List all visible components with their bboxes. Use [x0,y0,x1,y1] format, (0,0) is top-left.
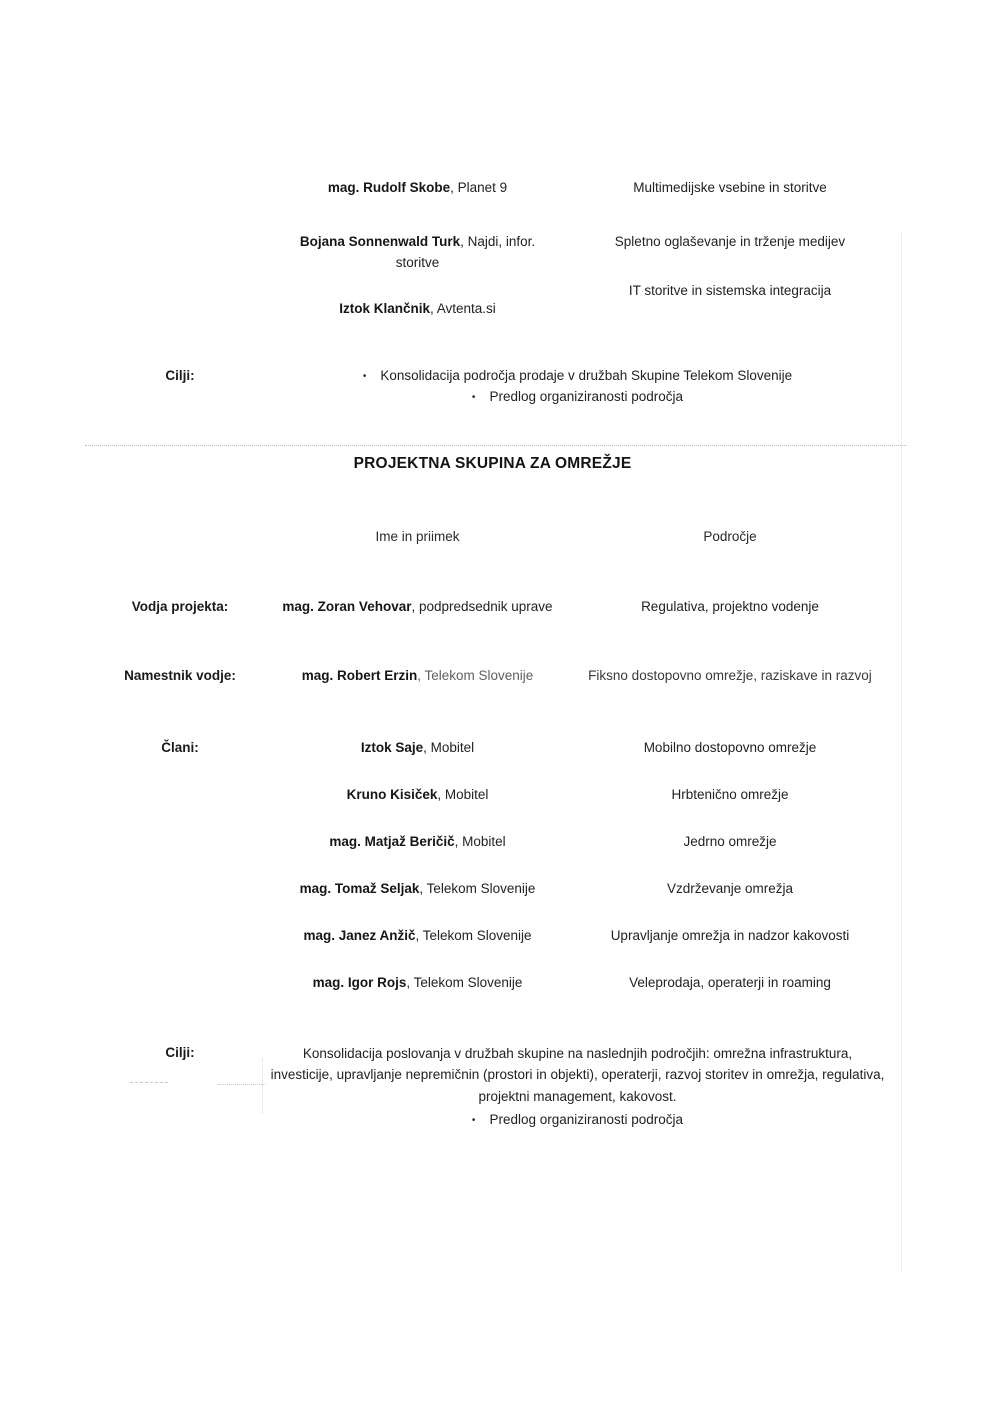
leader-name: mag. Zoran Vehovar [282,599,412,615]
leader-label: Vodja projekta: [131,599,229,615]
member-affiliation: , Telekom Slovenije [406,974,523,990]
leader-row [95,597,890,618]
goals-section-2 [95,1043,890,1131]
member-area: Vzdrževanje omrežja [666,881,794,897]
member-name: mag. Tomaž Seljak [299,881,420,897]
bullet-icon: • [471,391,476,403]
member-name-cell [265,926,570,947]
header-area-column: Področje [703,528,757,544]
goals-paragraph: Konsolidacija poslovanja v družbah skupine na naslednjih področjih: omrežna infrastruktura, investicije, upravljanje nepremičnin (prostori in objekti), operaterji, razvoj storitev in omrežja, regulativa, projektni management, kakovost. [270,1045,885,1105]
participant-area: Spletno oglaševanje in trženje medijev [614,233,846,249]
deputy-affiliation: , Telekom Slovenije [417,668,534,684]
goal-item [265,1110,890,1131]
participant-affiliation: , Najdi, infor. storitve [395,233,536,270]
goal-item [265,387,890,408]
goal-text: Konsolidacija področja prodaje v družbah Skupine Telekom Slovenije [380,367,793,383]
participant-affiliation: , Avtenta.si [429,300,496,316]
goals-label: Cilji: [165,1044,195,1060]
leader-name-wrap [280,597,555,618]
goal-text: Predlog organiziranosti področja [489,388,684,404]
member-row [95,738,890,759]
member-row [95,785,890,806]
goal-text: Predlog organiziranosti področja [489,1111,684,1127]
section-title: PROJEKTNA SKUPINA ZA OMREŽJE [353,454,632,472]
member-name-cell [265,879,570,900]
scan-artifact-vertical-dots [901,232,902,1272]
header-name-column: Ime in priimek [375,528,460,544]
member-row [95,926,890,947]
document-content [95,178,890,1131]
bullet-icon: • [471,1114,476,1126]
goal-item [265,366,890,387]
dotted-separator-line [85,445,907,446]
deputy-label: Namestnik vodje: [124,668,236,684]
members-label: Člani: [161,740,199,756]
deputy-row [95,666,890,687]
goals-body [265,1043,890,1131]
participant-area: Multimedijske vsebine in storitve [633,180,827,195]
participant-row [95,281,890,320]
member-name-cell [265,738,570,759]
goals-list [265,366,890,408]
member-name-cell [265,973,570,994]
participant-affiliation: , Planet 9 [450,180,508,195]
member-name: mag. Igor Rojs [312,974,407,990]
member-area: Veleprodaja, operaterji in roaming [629,974,831,990]
participant-name: mag. Rudolf Skobe [327,180,451,195]
member-name-cell [265,785,570,806]
participant-name-cell [265,232,570,274]
member-name: mag. Matjaž Beričič [329,834,455,850]
member-name-cell [265,832,570,853]
participant-row [95,178,890,199]
scan-artifact-vertical-dots [262,1058,263,1113]
scan-artifact-dash [218,1084,266,1085]
member-affiliation: , Mobitel [437,787,489,803]
member-row [95,832,890,853]
goals-label: Cilji: [165,367,195,383]
participant-row [95,232,890,274]
member-affiliation: , Mobitel [454,834,506,850]
deputy-name-cell [265,666,570,687]
participant-name: Iztok Klančnik [339,300,430,316]
table-header-row [95,527,890,548]
leader-affiliation: , podpredsednik uprave [411,599,553,615]
deputy-area-cell [570,666,890,687]
deputy-area: Fiksno dostopovno omrežje, raziskave in razvoj [588,668,872,684]
participant-name: Bojana Sonnenwald Turk [299,233,461,249]
participant-name-cell [265,281,570,320]
member-row [95,879,890,900]
member-area: Hrbtenično omrežje [671,787,789,803]
member-affiliation: , Mobitel [423,740,475,756]
member-area: Jedrno omrežje [683,834,777,850]
member-name: mag. Janez Anžič [303,928,416,943]
member-row [95,973,890,994]
member-name: Iztok Saje [360,740,424,756]
goals-section-1 [95,366,890,408]
leader-area: Regulativa, projektno vodenje [641,599,819,615]
bullet-icon: • [362,370,367,382]
member-name: Kruno Kisiček [346,787,438,803]
member-affiliation: , Telekom Slovenije [415,928,532,943]
participant-name-wrap [280,232,555,274]
member-affiliation: , Telekom Slovenije [419,881,536,897]
leader-name-cell [265,597,570,618]
member-area: Mobilno dostopovno omrežje [643,740,817,756]
member-area: Upravljanje omrežja in nadzor kakovosti [610,928,850,943]
participant-name-cell [265,178,570,199]
deputy-name: mag. Robert Erzin [301,668,418,684]
participant-area: IT storitve in sistemska integracija [628,282,832,298]
scan-artifact-dash [130,1082,168,1083]
